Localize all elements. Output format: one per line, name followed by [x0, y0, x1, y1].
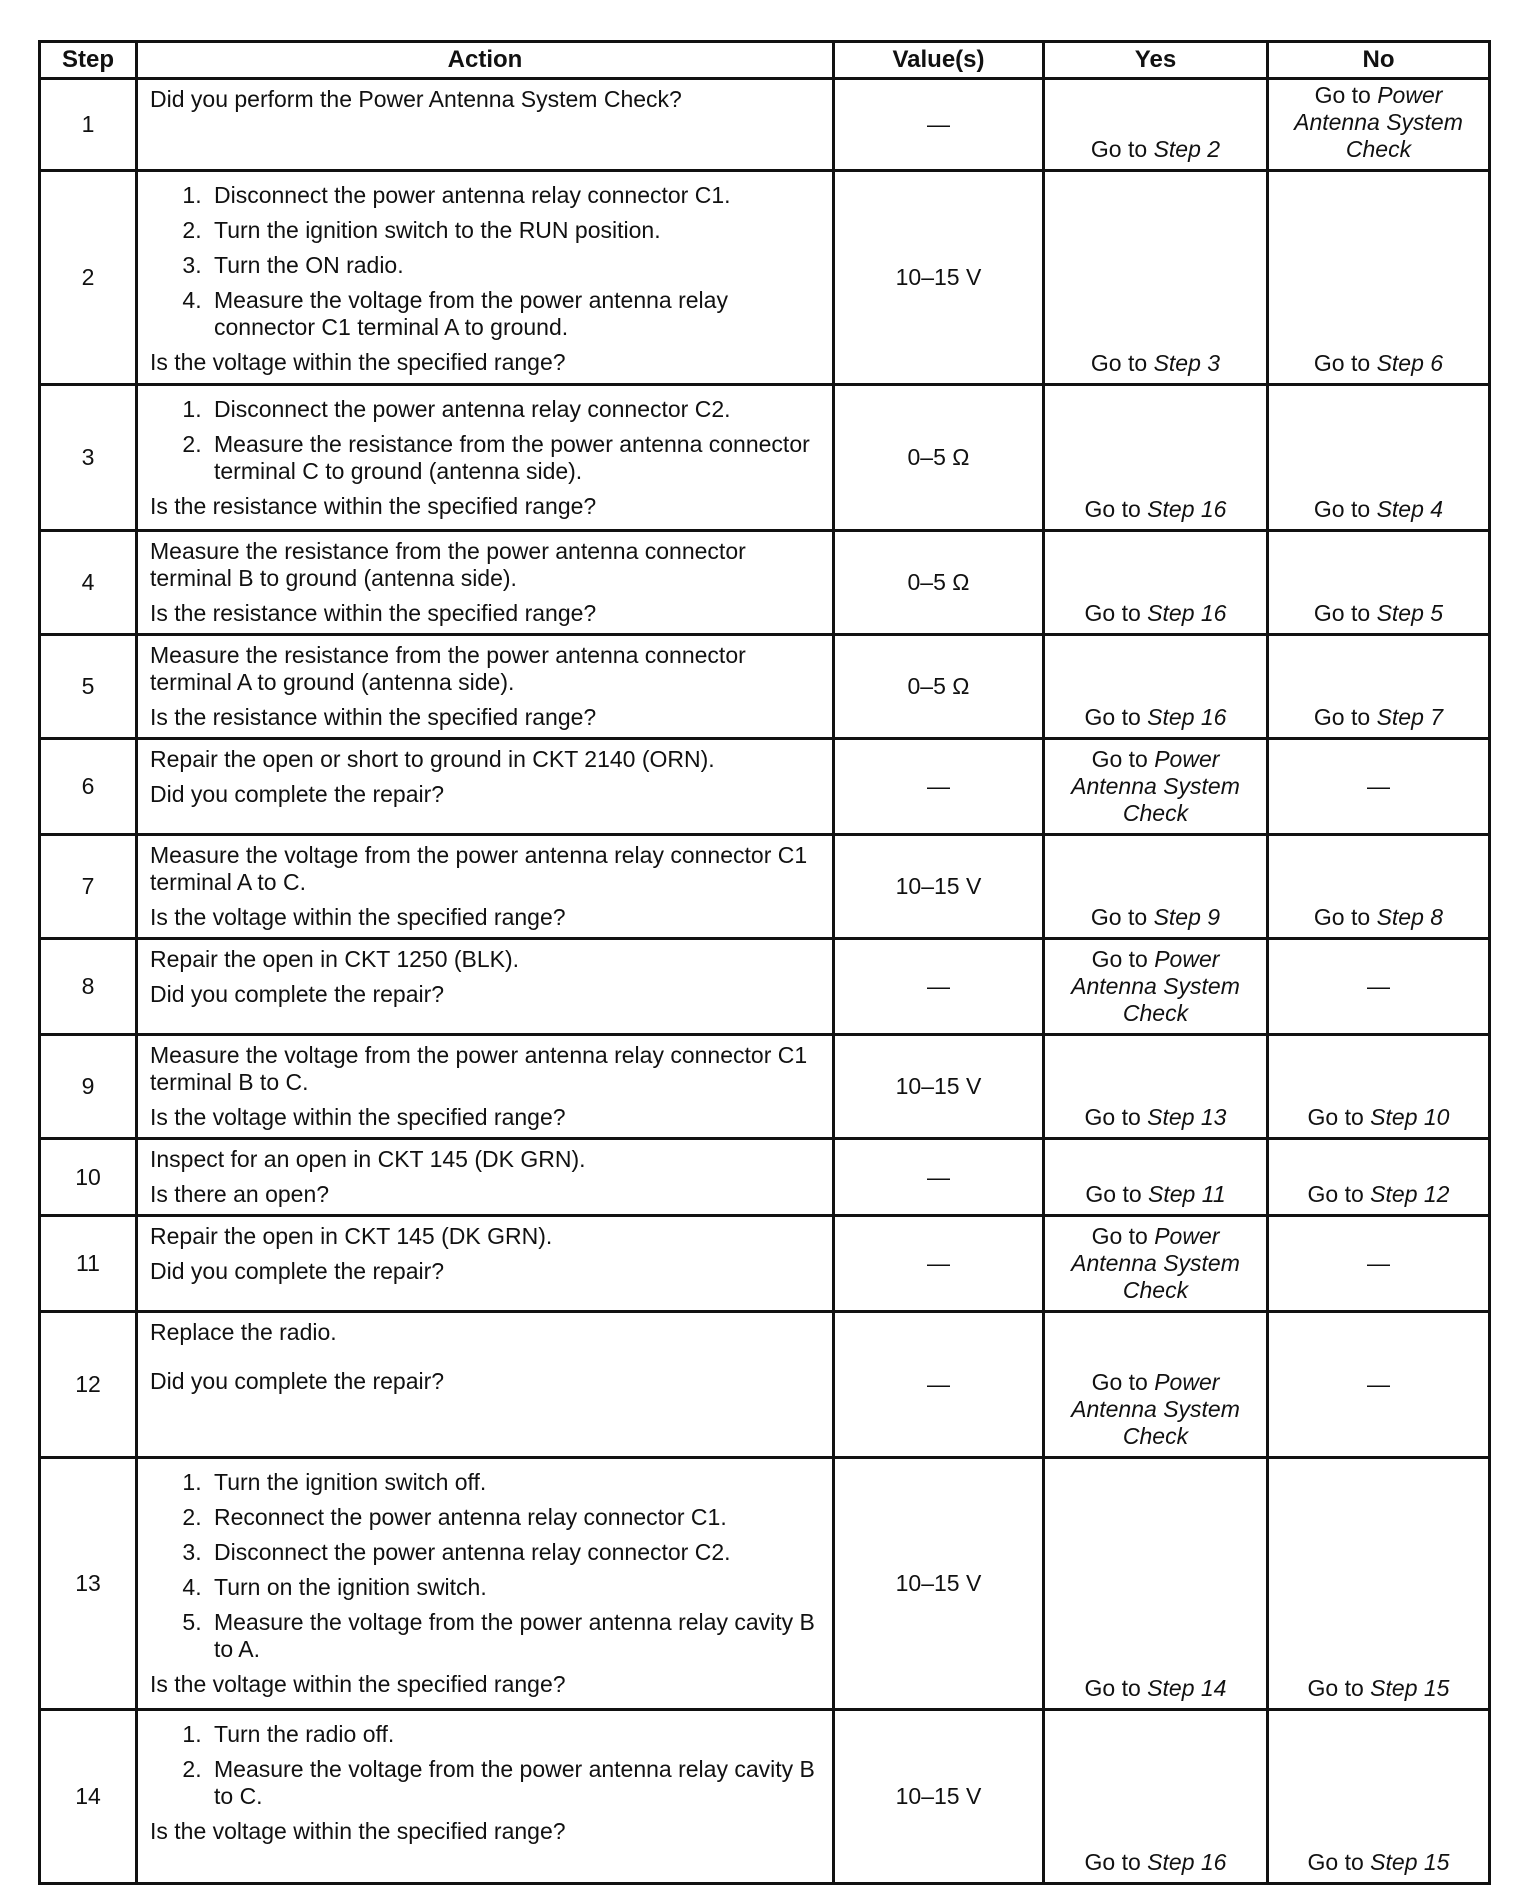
action-question: Is the voltage within the specified range?	[150, 1104, 566, 1130]
action-question: Is the voltage within the specified range?	[150, 1671, 566, 1697]
yes-cell	[1044, 739, 1268, 835]
action-cell	[137, 835, 834, 939]
no-goto-text: Go to	[1313, 350, 1371, 376]
yes-reference[interactable]: Step 16	[1147, 600, 1227, 626]
diagnostic-table	[38, 40, 1491, 1885]
yes-cell	[1044, 79, 1268, 171]
table-row	[40, 635, 1490, 739]
yes-reference[interactable]: Power Antenna System Check	[1071, 946, 1240, 1026]
action-steps-list	[150, 182, 822, 341]
action-steps-list	[150, 1469, 822, 1663]
action-question: Did you complete the repair?	[150, 981, 445, 1007]
header-values: Value(s)	[834, 42, 1044, 79]
action-text: Measure the resistance from the power antenna connector terminal B to ground (antenna side).	[150, 538, 746, 591]
yes-reference[interactable]: Step 16	[1147, 704, 1227, 730]
table-row	[40, 939, 1490, 1035]
step-number: 8	[40, 939, 137, 1035]
no-cell	[1268, 939, 1490, 1035]
yes-goto-text: Go to	[1084, 704, 1141, 730]
action-text: Inspect for an open in CKT 145 (DK GRN).	[150, 1146, 586, 1172]
header-action: Action	[137, 42, 834, 79]
header-yes: Yes	[1044, 42, 1268, 79]
action-cell	[137, 939, 834, 1035]
no-reference[interactable]: Step 8	[1376, 904, 1444, 930]
no-reference[interactable]: Step 15	[1370, 1675, 1450, 1701]
yes-reference[interactable]: Power Antenna System Check	[1071, 746, 1240, 826]
yes-cell	[1044, 939, 1268, 1035]
no-cell	[1268, 1710, 1490, 1884]
table-body	[40, 79, 1490, 1884]
no-cell	[1268, 739, 1490, 835]
action-step-item: 1. Disconnect the power antenna relay connector C1.	[208, 182, 822, 209]
action-cell	[137, 1710, 834, 1884]
yes-cell	[1044, 1710, 1268, 1884]
yes-reference[interactable]: Step 16	[1147, 496, 1227, 522]
table-row	[40, 1710, 1490, 1884]
action-step-item: 3. Disconnect the power antenna relay connector C2.	[208, 1539, 822, 1566]
table-row	[40, 385, 1490, 531]
step-number: 3	[40, 385, 137, 531]
value-cell: —	[834, 79, 1044, 171]
action-question: Is the resistance within the specified range?	[150, 600, 597, 626]
step-number: 7	[40, 835, 137, 939]
yes-goto-text: Go to	[1090, 904, 1148, 930]
value-cell: —	[834, 1312, 1044, 1458]
yes-reference[interactable]: Step 16	[1147, 1849, 1227, 1875]
action-cell	[137, 531, 834, 635]
no-reference[interactable]: Power Antenna System Check	[1294, 82, 1463, 162]
value-cell: —	[834, 939, 1044, 1035]
no-goto-text: Go to	[1313, 704, 1371, 730]
action-question: Is the voltage within the specified range?	[150, 349, 566, 375]
value-cell: 10–15 V	[834, 1035, 1044, 1139]
no-goto-text: Go to	[1307, 1675, 1364, 1701]
no-cell	[1268, 1216, 1490, 1312]
no-cell	[1268, 171, 1490, 385]
no-goto-text: Go to	[1313, 600, 1371, 626]
yes-cell	[1044, 1035, 1268, 1139]
step-number: 10	[40, 1139, 137, 1216]
table-row	[40, 1458, 1490, 1710]
action-step-item: 1. Turn the radio off.	[208, 1721, 822, 1748]
yes-reference[interactable]: Power Antenna System Check	[1071, 1223, 1240, 1303]
yes-goto-text: Go to	[1091, 1223, 1148, 1249]
no-cell	[1268, 1312, 1490, 1458]
no-goto-text: Go to	[1307, 1104, 1364, 1130]
action-step-item: 3. Turn the ON radio.	[208, 252, 822, 279]
yes-goto-text: Go to	[1084, 496, 1141, 522]
action-text: Measure the resistance from the power antenna connector terminal A to ground (antenna side).	[150, 642, 746, 695]
no-reference[interactable]: Step 4	[1376, 496, 1444, 522]
action-text: Replace the radio.	[150, 1319, 337, 1345]
action-step-item: 2. Measure the resistance from the power antenna connector terminal C to ground (antenna side).	[208, 431, 822, 485]
action-step-item: 1. Disconnect the power antenna relay connector C2.	[208, 396, 822, 423]
action-steps-list	[150, 1721, 822, 1810]
yes-reference[interactable]: Step 14	[1147, 1675, 1227, 1701]
value-cell: —	[834, 1216, 1044, 1312]
yes-reference[interactable]: Step 2	[1153, 136, 1221, 162]
action-step-item: 2. Turn the ignition switch to the RUN position.	[208, 217, 822, 244]
action-text: Repair the open or short to ground in CKT 2140 (ORN).	[150, 746, 715, 772]
action-step-item: 5. Measure the voltage from the power antenna relay cavity B to A.	[208, 1609, 822, 1663]
yes-cell	[1044, 1312, 1268, 1458]
action-text: Measure the voltage from the power antenna relay connector C1 terminal A to C.	[150, 842, 808, 895]
action-cell	[137, 635, 834, 739]
table-row	[40, 171, 1490, 385]
yes-cell	[1044, 635, 1268, 739]
no-cell	[1268, 79, 1490, 171]
yes-goto-text: Go to	[1090, 350, 1148, 376]
action-text: Did you perform the Power Antenna System Check?	[150, 86, 682, 112]
step-number: 14	[40, 1710, 137, 1884]
action-step-item: 2. Measure the voltage from the power antenna relay cavity B to C.	[208, 1756, 822, 1810]
header-step: Step	[40, 42, 137, 79]
action-step-item: 2. Reconnect the power antenna relay connector C1.	[208, 1504, 822, 1531]
no-reference[interactable]: —	[1367, 1371, 1390, 1397]
action-text: Repair the open in CKT 145 (DK GRN).	[150, 1223, 553, 1249]
action-question: Did you complete the repair?	[150, 781, 445, 807]
value-cell: 0–5 Ω	[834, 635, 1044, 739]
action-cell	[137, 1139, 834, 1216]
value-cell: —	[834, 739, 1044, 835]
yes-cell	[1044, 1216, 1268, 1312]
no-goto-text: Go to	[1313, 904, 1371, 930]
action-cell	[137, 171, 834, 385]
yes-reference[interactable]: Step 9	[1153, 904, 1221, 930]
action-cell	[137, 739, 834, 835]
step-number: 6	[40, 739, 137, 835]
step-number: 2	[40, 171, 137, 385]
yes-cell	[1044, 531, 1268, 635]
yes-reference[interactable]: Power Antenna System Check	[1071, 1369, 1240, 1449]
no-reference[interactable]: Step 10	[1370, 1104, 1450, 1130]
step-number: 11	[40, 1216, 137, 1312]
header-row	[40, 42, 1490, 79]
no-cell	[1268, 1139, 1490, 1216]
value-cell: —	[834, 1139, 1044, 1216]
action-cell	[137, 1216, 834, 1312]
value-cell: 0–5 Ω	[834, 531, 1044, 635]
value-cell: 10–15 V	[834, 835, 1044, 939]
action-question: Did you complete the repair?	[150, 1258, 445, 1284]
action-step-item: 4. Turn on the ignition switch.	[208, 1574, 822, 1601]
no-reference[interactable]: Step 12	[1370, 1181, 1450, 1207]
table-row	[40, 531, 1490, 635]
action-question: Is the resistance within the specified range?	[150, 704, 597, 730]
action-cell	[137, 1458, 834, 1710]
yes-goto-text: Go to	[1091, 1369, 1148, 1395]
step-number: 13	[40, 1458, 137, 1710]
no-reference[interactable]: Step 5	[1376, 600, 1444, 626]
no-cell	[1268, 385, 1490, 531]
no-cell	[1268, 635, 1490, 739]
no-reference[interactable]: Step 15	[1370, 1849, 1450, 1875]
yes-cell	[1044, 1139, 1268, 1216]
table-row	[40, 739, 1490, 835]
yes-goto-text: Go to	[1084, 1675, 1141, 1701]
yes-cell	[1044, 835, 1268, 939]
no-goto-text: Go to	[1307, 1181, 1364, 1207]
no-goto-text: Go to	[1313, 496, 1371, 522]
action-step-item: 1. Turn the ignition switch off.	[208, 1469, 822, 1496]
yes-goto-text: Go to	[1084, 1104, 1141, 1130]
action-question: Is there an open?	[150, 1181, 330, 1207]
step-number: 1	[40, 79, 137, 171]
yes-goto-text: Go to	[1091, 946, 1148, 972]
action-cell	[137, 1312, 834, 1458]
no-reference[interactable]: Step 7	[1376, 704, 1444, 730]
action-text: Measure the voltage from the power antenna relay connector C1 terminal B to C.	[150, 1042, 808, 1095]
yes-cell	[1044, 1458, 1268, 1710]
no-reference[interactable]: —	[1367, 773, 1390, 799]
action-cell	[137, 1035, 834, 1139]
value-cell: 0–5 Ω	[834, 385, 1044, 531]
no-cell	[1268, 531, 1490, 635]
no-cell	[1268, 1458, 1490, 1710]
action-question: Is the voltage within the specified range?	[150, 1818, 566, 1844]
yes-goto-text: Go to	[1085, 1181, 1142, 1207]
yes-goto-text: Go to	[1084, 600, 1141, 626]
step-number: 12	[40, 1312, 137, 1458]
value-cell: 10–15 V	[834, 1458, 1044, 1710]
action-cell	[137, 385, 834, 531]
yes-cell	[1044, 171, 1268, 385]
table-row	[40, 1312, 1490, 1458]
step-number: 4	[40, 531, 137, 635]
action-text: Repair the open in CKT 1250 (BLK).	[150, 946, 520, 972]
no-goto-text: Go to	[1307, 1849, 1364, 1875]
value-cell: 10–15 V	[834, 171, 1044, 385]
yes-reference[interactable]: Step 11	[1148, 1181, 1226, 1207]
action-step-item: 4. Measure the voltage from the power antenna relay connector C1 terminal A to ground.	[208, 287, 822, 341]
value-cell: 10–15 V	[834, 1710, 1044, 1884]
no-reference[interactable]: —	[1367, 1250, 1390, 1276]
yes-goto-text: Go to	[1091, 746, 1148, 772]
no-goto-text: Go to	[1314, 82, 1371, 108]
no-cell	[1268, 835, 1490, 939]
action-steps-list	[150, 396, 822, 485]
table-row	[40, 1035, 1490, 1139]
action-question: Did you complete the repair?	[150, 1368, 445, 1394]
table-row	[40, 835, 1490, 939]
yes-goto-text: Go to	[1090, 136, 1148, 162]
table-row	[40, 79, 1490, 171]
action-cell	[137, 79, 834, 171]
yes-reference[interactable]: Step 3	[1153, 350, 1221, 376]
diagnostic-table-container	[38, 40, 1488, 1885]
table-row	[40, 1216, 1490, 1312]
no-reference[interactable]: —	[1367, 973, 1390, 999]
yes-cell	[1044, 385, 1268, 531]
no-reference[interactable]: Step 6	[1376, 350, 1444, 376]
step-number: 9	[40, 1035, 137, 1139]
no-cell	[1268, 1035, 1490, 1139]
header-no: No	[1268, 42, 1490, 79]
step-number: 5	[40, 635, 137, 739]
yes-reference[interactable]: Step 13	[1147, 1104, 1227, 1130]
action-question: Is the resistance within the specified range?	[150, 493, 597, 519]
yes-goto-text: Go to	[1084, 1849, 1141, 1875]
table-row	[40, 1139, 1490, 1216]
action-question: Is the voltage within the specified range?	[150, 904, 566, 930]
